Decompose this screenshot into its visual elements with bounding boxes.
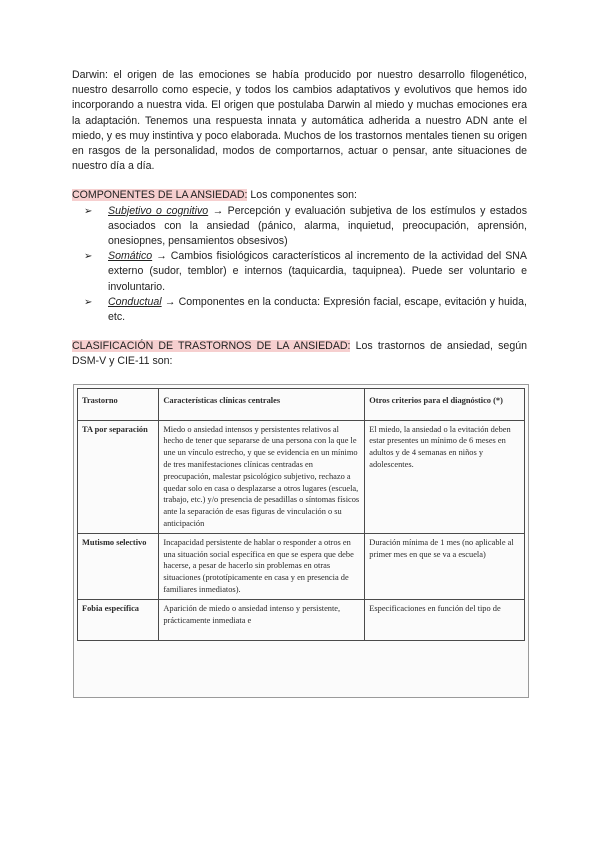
other-criteria: Especificaciones en función del tipo de bbox=[365, 599, 525, 640]
components-heading: COMPONENTES DE LA ANSIEDAD: bbox=[72, 189, 248, 202]
disorder-name: TA por separación bbox=[78, 420, 159, 533]
components-list bbox=[72, 204, 527, 326]
list-item bbox=[72, 249, 527, 295]
components-heading-line bbox=[72, 188, 527, 203]
classification-heading: CLASIFICACIÓN DE TRASTORNOS DE LA ANSIEDAD: bbox=[72, 340, 351, 353]
list-item bbox=[72, 295, 527, 325]
table-row bbox=[78, 420, 525, 533]
components-section bbox=[72, 188, 527, 325]
classification-lead: Los trastornos de ansiedad, según DSM-V y CIE-11 son: bbox=[72, 340, 527, 368]
component-text: → Percepción y evaluación subjetiva de los estímulos y estados asociados con la ansiedad (pánico, alarma, inquietud, preocupación, aprensión, onesiopnes, pensamientos obsesivos) bbox=[108, 204, 527, 248]
table-image bbox=[73, 384, 529, 698]
other-criteria: Duración mínima de 1 mes (no aplicable al primer mes en que se va a escuela) bbox=[365, 533, 525, 599]
intro-paragraph: Darwin: el origen de las emociones se había producido por nuestro desarrollo filogenético, nuestro desarrollo como especie, y todos los cambios adaptativos y evolutivos que hemos ido incorporando a nuestra vida. El origen que postulaba Darwin al miedo y muchas emociones era la adaptación. Tenemos una respuesta innata y automática adherida a nuestro ADN ante el miedo, y es muy instintiva y poco elaborada. Muchos de los trastornos mentales tienen su origen en rasgos de la personalidad, modos de comportarnos, actuar o pensar, ante situaciones de nuestro día a día. bbox=[72, 69, 527, 173]
arrow-bullet-icon: ➢ bbox=[84, 205, 93, 217]
disorders-table bbox=[77, 388, 525, 641]
classification-section bbox=[72, 339, 527, 369]
list-item bbox=[72, 204, 527, 250]
component-term: Somático bbox=[108, 250, 153, 263]
classification-heading-line bbox=[72, 339, 527, 369]
component-term: Conductual bbox=[108, 295, 162, 308]
document-page bbox=[72, 68, 527, 698]
table-row bbox=[78, 533, 525, 599]
component-text: → Cambios fisiológicos característicos al incremento de la actividad del SNA externo (sudor, temblor) e internos (taquicardia, taquipnea). Puede ser voluntario e involuntario. bbox=[108, 250, 527, 293]
column-header: Otros criterios para el diagnóstico (*) bbox=[365, 388, 525, 420]
clinical-features: Miedo o ansiedad intensos y persistentes relativos al hecho de tener que separarse de una persona con la que le une un vínculo estrecho, y que se evidencia en un mínimo de tres manifestaciones clínicas centradas en preocupación, malestar psicológico subjetivo, rechazo a quedar solo en casa o desplazarse a otros lugares (escuela, trabajo, etc.) y/o presencia de pesadillas o síntomas físicos ante la separación de esas figuras de vinculación o su anticipación bbox=[159, 420, 365, 533]
arrow-bullet-icon: ➢ bbox=[84, 251, 93, 263]
table-header-row bbox=[78, 388, 525, 420]
component-term: Subjetivo o cognitivo bbox=[108, 204, 209, 217]
column-header: Características clínicas centrales bbox=[159, 388, 365, 420]
component-text: → Componentes en la conducta: Expresión facial, escape, evitación y huida, etc. bbox=[108, 295, 527, 324]
clinical-features: Incapacidad persistente de hablar o responder a otros en una situación social específica en que se espera que debe hacerse, a pesar de hacerlo sin problemas en otras situaciones (prototípicamente en casa y en presencia de familiares inmediatos). bbox=[159, 533, 365, 599]
arrow-bullet-icon: ➢ bbox=[84, 296, 93, 308]
disorder-name: Fobia específica bbox=[78, 599, 159, 640]
disorder-name: Mutismo selectivo bbox=[78, 533, 159, 599]
column-header: Trastorno bbox=[78, 388, 159, 420]
table-row bbox=[78, 599, 525, 640]
clinical-features: Aparición de miedo o ansiedad intenso y persistente, prácticamente inmediata e bbox=[159, 599, 365, 640]
components-lead: Los componentes son: bbox=[247, 189, 357, 202]
other-criteria: El miedo, la ansiedad o la evitación deben estar presentes un mínimo de 6 meses en adultos y de 4 semanas en niños y adolescentes. bbox=[365, 420, 525, 533]
